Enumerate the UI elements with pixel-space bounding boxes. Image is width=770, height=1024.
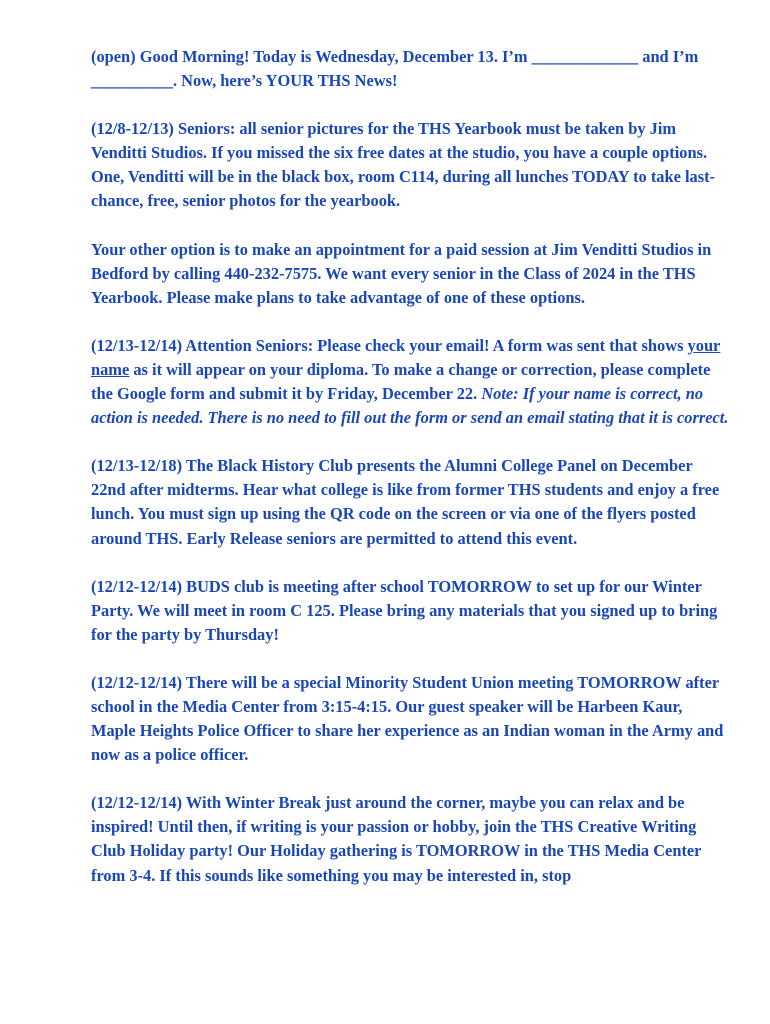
intro-paragraph [91,45,731,93]
announcement-text: (12/12-12/14) There will be a special Minority Student Union meeting TOMORROW after school in the Media Center from 3:15-4:15. Our guest speaker will be Harbeen Kaur, Maple Heights Police Officer to share her experience as an Indian woman in the Army and now as a police officer. [91,672,724,765]
intro-text: (open) Good Morning! Today is Wednesday, December 13. I’m _____________ and I’m __________. Now, here’s YOUR THS News! [91,47,699,91]
announcement-buds-club [91,575,731,647]
announcement-text: Your other option is to make an appointment for a paid session at Jim Venditti Studios in Bedford by calling 440-232-7575. We want every senior in the Class of 2024 in the THS Yearbook. Please make plans to take advantage of one of these options. [91,239,712,307]
announcement-text: (12/12-12/14) BUDS club is meeting after school TOMORROW to set up for our Winter Party. We will meet in room C 125. Please bring any materials that you signed up to bring for the party by Thursday! [91,576,718,644]
underlined-your-name: your name [91,335,721,379]
announcement-text-end: as it will appear on your diploma. To make a change or correction, please complete the Google form and submit it by Friday, December 22. [91,359,711,404]
italic-note: Note: If your name is correct, no action is needed. There is no need to fill out the form or send an email stating that it is correct. [91,384,729,428]
announcement-diploma-name [91,334,731,430]
announcement-text: (12/8-12/13) Seniors: all senior pictures for the THS Yearbook must be taken by Jim Venditti Studios. If you missed the six free dates at the studio, you have a couple options. One, Venditti will be in the black box, room C114, during all lunches TODAY to take last-chance, free, senior photos for the yearbook. [91,119,716,211]
announcements-document [91,45,731,912]
announcement-text: (12/13-12/18) The Black History Club presents the Alumni College Panel on December 22nd after midterms. Hear what college is like from former THS students and enjoy a free lunch. You must sign up using the QR code on the screen or via one of the flyers posted around THS. Early Release seniors are permitted to attend this event. [91,456,720,548]
announcement-creative-writing-club [91,791,731,887]
announcement-black-history-club [91,454,731,550]
announcement-minority-student-union [91,671,731,767]
announcement-paid-session [91,238,731,310]
announcement-text: (12/12-12/14) With Winter Break just around the corner, maybe you can relax and be inspired! Until then, if writing is your passion or hobby, join the THS Creative Writing Club Holiday party! Our Holiday gathering is TOMORROW in the THS Media Center from 3-4. If this sounds like something you may be interested in, stop [91,793,702,885]
announcement-text-start: (12/13-12/14) Attention Seniors: Please check your email! A form was sent that shows [91,335,688,355]
announcement-senior-pictures [91,117,731,213]
